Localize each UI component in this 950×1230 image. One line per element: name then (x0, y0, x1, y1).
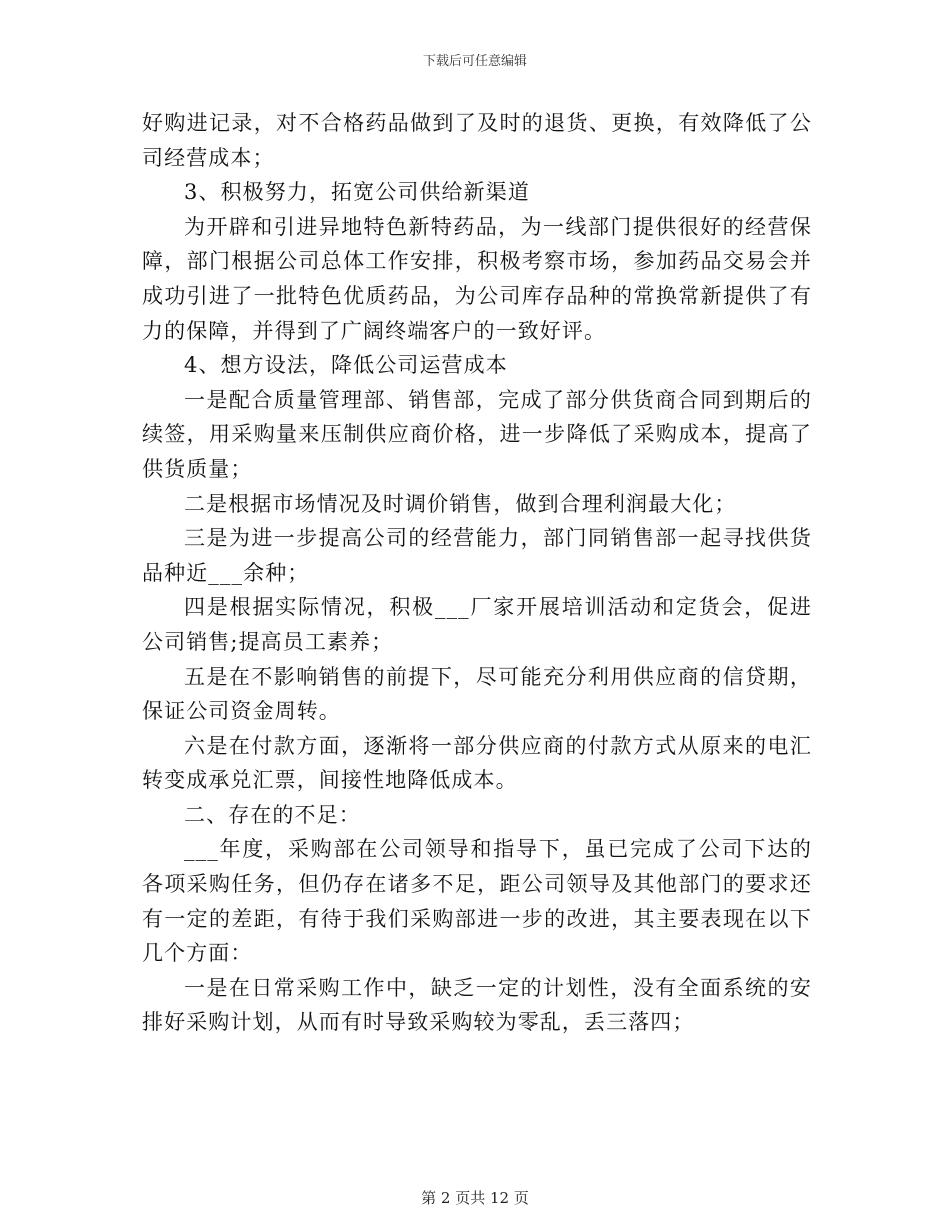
paragraph: 五是在不影响销售的前提下，尽可能充分利用供应商的信贷期，保证公司资金周转。 (142, 664, 812, 724)
section-heading: 二、存在的不足： (184, 802, 361, 827)
section-heading: 4、想方设法，降低公司运营成本 (184, 353, 508, 378)
page-header: 下载后可任意编辑 (422, 54, 527, 69)
paragraph: 二是根据市场情况及时调价销售，做到合理利润最大化； (184, 491, 737, 516)
page-footer: 第 2 页共 12 页 (421, 1189, 529, 1207)
paragraph: ___年度，采购部在公司领导和指导下，虽已完成了公司下达的各项采购任务，但仍存在诸多不足，距公司领导及其他部门的要求还有一定的差距，有待于我们采购部进一步的改进，其主要表现在以下几个方面： (142, 837, 812, 966)
paragraph: 三是为进一步提高公司的经营能力，部门同销售部一起寻找供货品种近___余种； (142, 526, 812, 585)
section-heading: 3、积极努力，拓宽公司供给新渠道 (184, 180, 530, 205)
paragraph: 一是配合质量管理部、销售部，完成了部分供货商合同到期后的续签，用采购量来压制供应商价格，进一步降低了采购成本，提高了供货质量； (142, 387, 812, 481)
paragraph: 好购进记录，对不合格药品做到了及时的退货、更换，有效降低了公司经营成本； (142, 111, 812, 170)
document-body (142, 106, 812, 1040)
paragraph: 四是根据实际情况，积极___厂家开展培训活动和定货会，促进公司销售;提高员工素养； (142, 595, 812, 654)
paragraph: 一是在日常采购工作中，缺乏一定的计划性，没有全面系统的安排好采购计划，从而有时导致采购较为零乱，丢三落四； (142, 975, 812, 1035)
paragraph: 六是在付款方面，逐渐将一部分供应商的付款方式从原来的电汇转变成承兑汇票，间接性地降低成本。 (142, 733, 812, 793)
paragraph: 为开辟和引进异地特色新特药品，为一线部门提供很好的经营保障，部门根据公司总体工作安排，积极考察市场，参加药品交易会并成功引进了一批特色优质药品，为公司库存品种的常换常新提供了有力的保障，并得到了广阔终端客户的一致好评。 (142, 214, 812, 343)
